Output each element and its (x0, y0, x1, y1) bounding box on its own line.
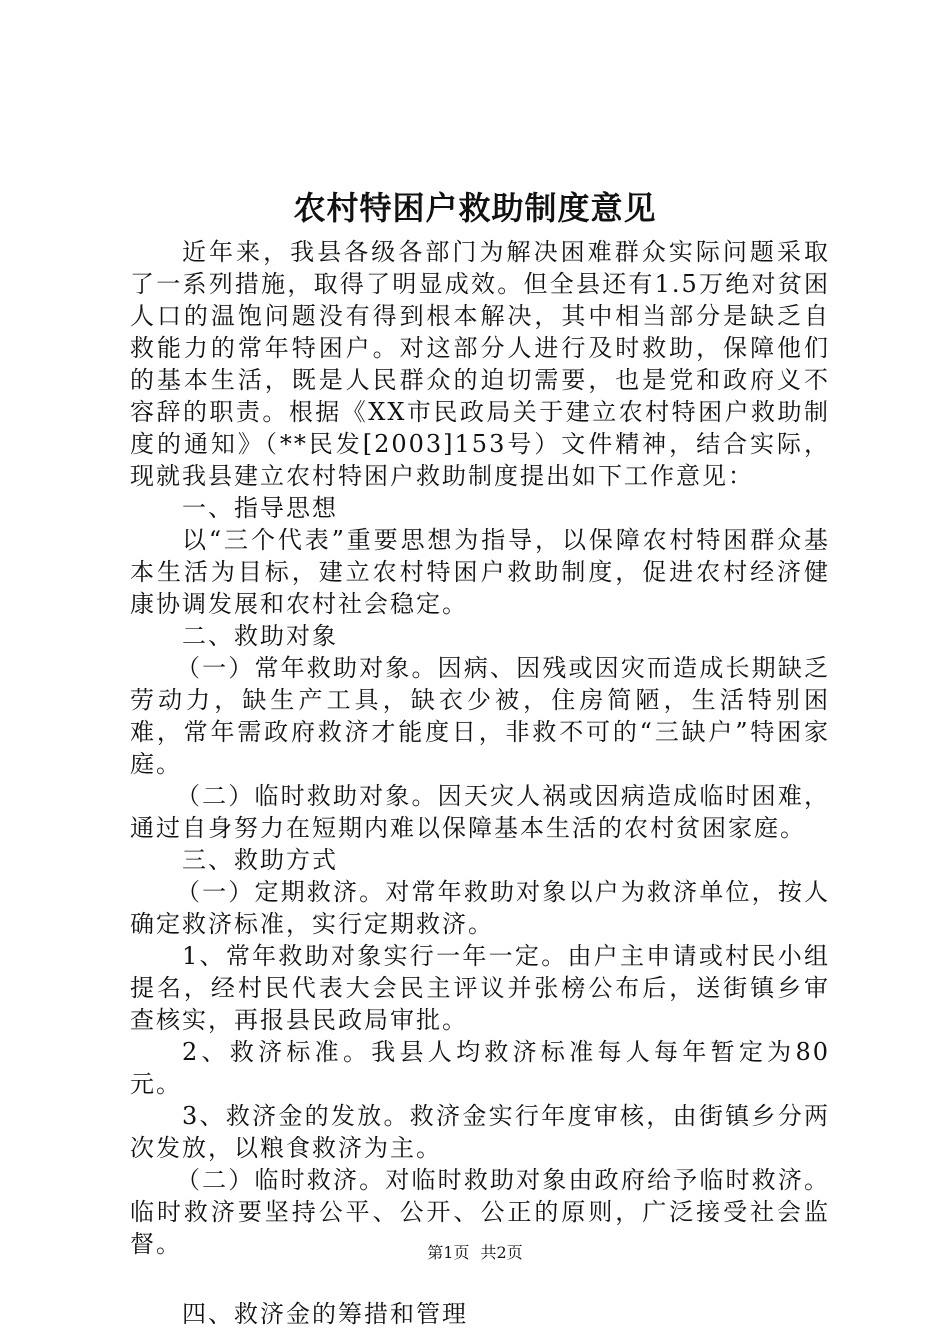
paragraph-item-1: 1、常年救助对象实行一年一定。由户主申请或村民小组提名，经村民代表大会民主评议并张榜公布后，送街镇乡审查核实，再报县民政局审批。 (130, 942, 830, 1034)
document-title: 农村特困户救助制度意见 (293, 189, 657, 227)
paragraph-guiding-thought: 以“三个代表”重要思想为指导，以保障农村特困群众基本生活为目标，建立农村特困户救助制度，促进农村经济健康协调发展和农村社会稳定。 (130, 526, 830, 618)
paragraph-temporary-relief: （二）临时救济。对临时救助对象由政府给予临时救济。临时救济要坚持公平、公开、公正的原则，广泛接受社会监督。 (130, 1166, 830, 1258)
page-footer (0, 1242, 950, 1264)
paragraph-temporary-recipients: （二）临时救助对象。因天灾人祸或因病造成临时困难，通过自身努力在短期内难以保障基本生活的农村贫困家庭。 (130, 782, 830, 842)
section-heading-2: 二、救助对象 (182, 622, 338, 650)
section-heading-4: 四、救济金的筹措和管理 (182, 1300, 468, 1328)
section-heading-1: 一、指导思想 (182, 494, 338, 522)
page-total: 共2页 (480, 1243, 523, 1262)
section-heading-3: 三、救助方式 (182, 846, 338, 874)
paragraph-regular-recipients: （一）常年救助对象。因病、因残或因灾而造成长期缺乏劳动力，缺生产工具，缺衣少被，住房简陋，生活特别困难，常年需政府救济才能度日，非救不可的“三缺户”特困家庭。 (130, 654, 830, 778)
document-body (130, 236, 830, 1330)
paragraph-item-2: 2、救济标准。我县人均救济标准每人每年暂定为80元。 (130, 1038, 830, 1098)
page-number: 第1页 (427, 1243, 470, 1262)
paragraph-spacer (130, 1260, 830, 1298)
paragraph-item-3: 3、救济金的发放。救济金实行年度审核，由街镇乡分两次发放，以粮食救济为主。 (130, 1102, 830, 1162)
intro-paragraph: 近年来，我县各级各部门为解决困难群众实际问题采取了一系列措施，取得了明显成效。但全县还有1.5万绝对贫困人口的温饱问题没有得到根本解决，其中相当部分是缺乏自救能力的常年特困户。对这部分人进行及时救助，保障他们的基本生活，既是人民群众的迫切需要，也是党和政府义不容辞的职责。根据《XX市民政局关于建立农村特困户救助制度的通知》（**民发[2003]153号）文件精神，结合实际，现就我县建立农村特困户救助制度提出如下工作意见： (130, 238, 830, 490)
paragraph-regular-relief: （一）定期救济。对常年救助对象以户为救济单位，按人确定救济标准，实行定期救济。 (130, 878, 830, 938)
